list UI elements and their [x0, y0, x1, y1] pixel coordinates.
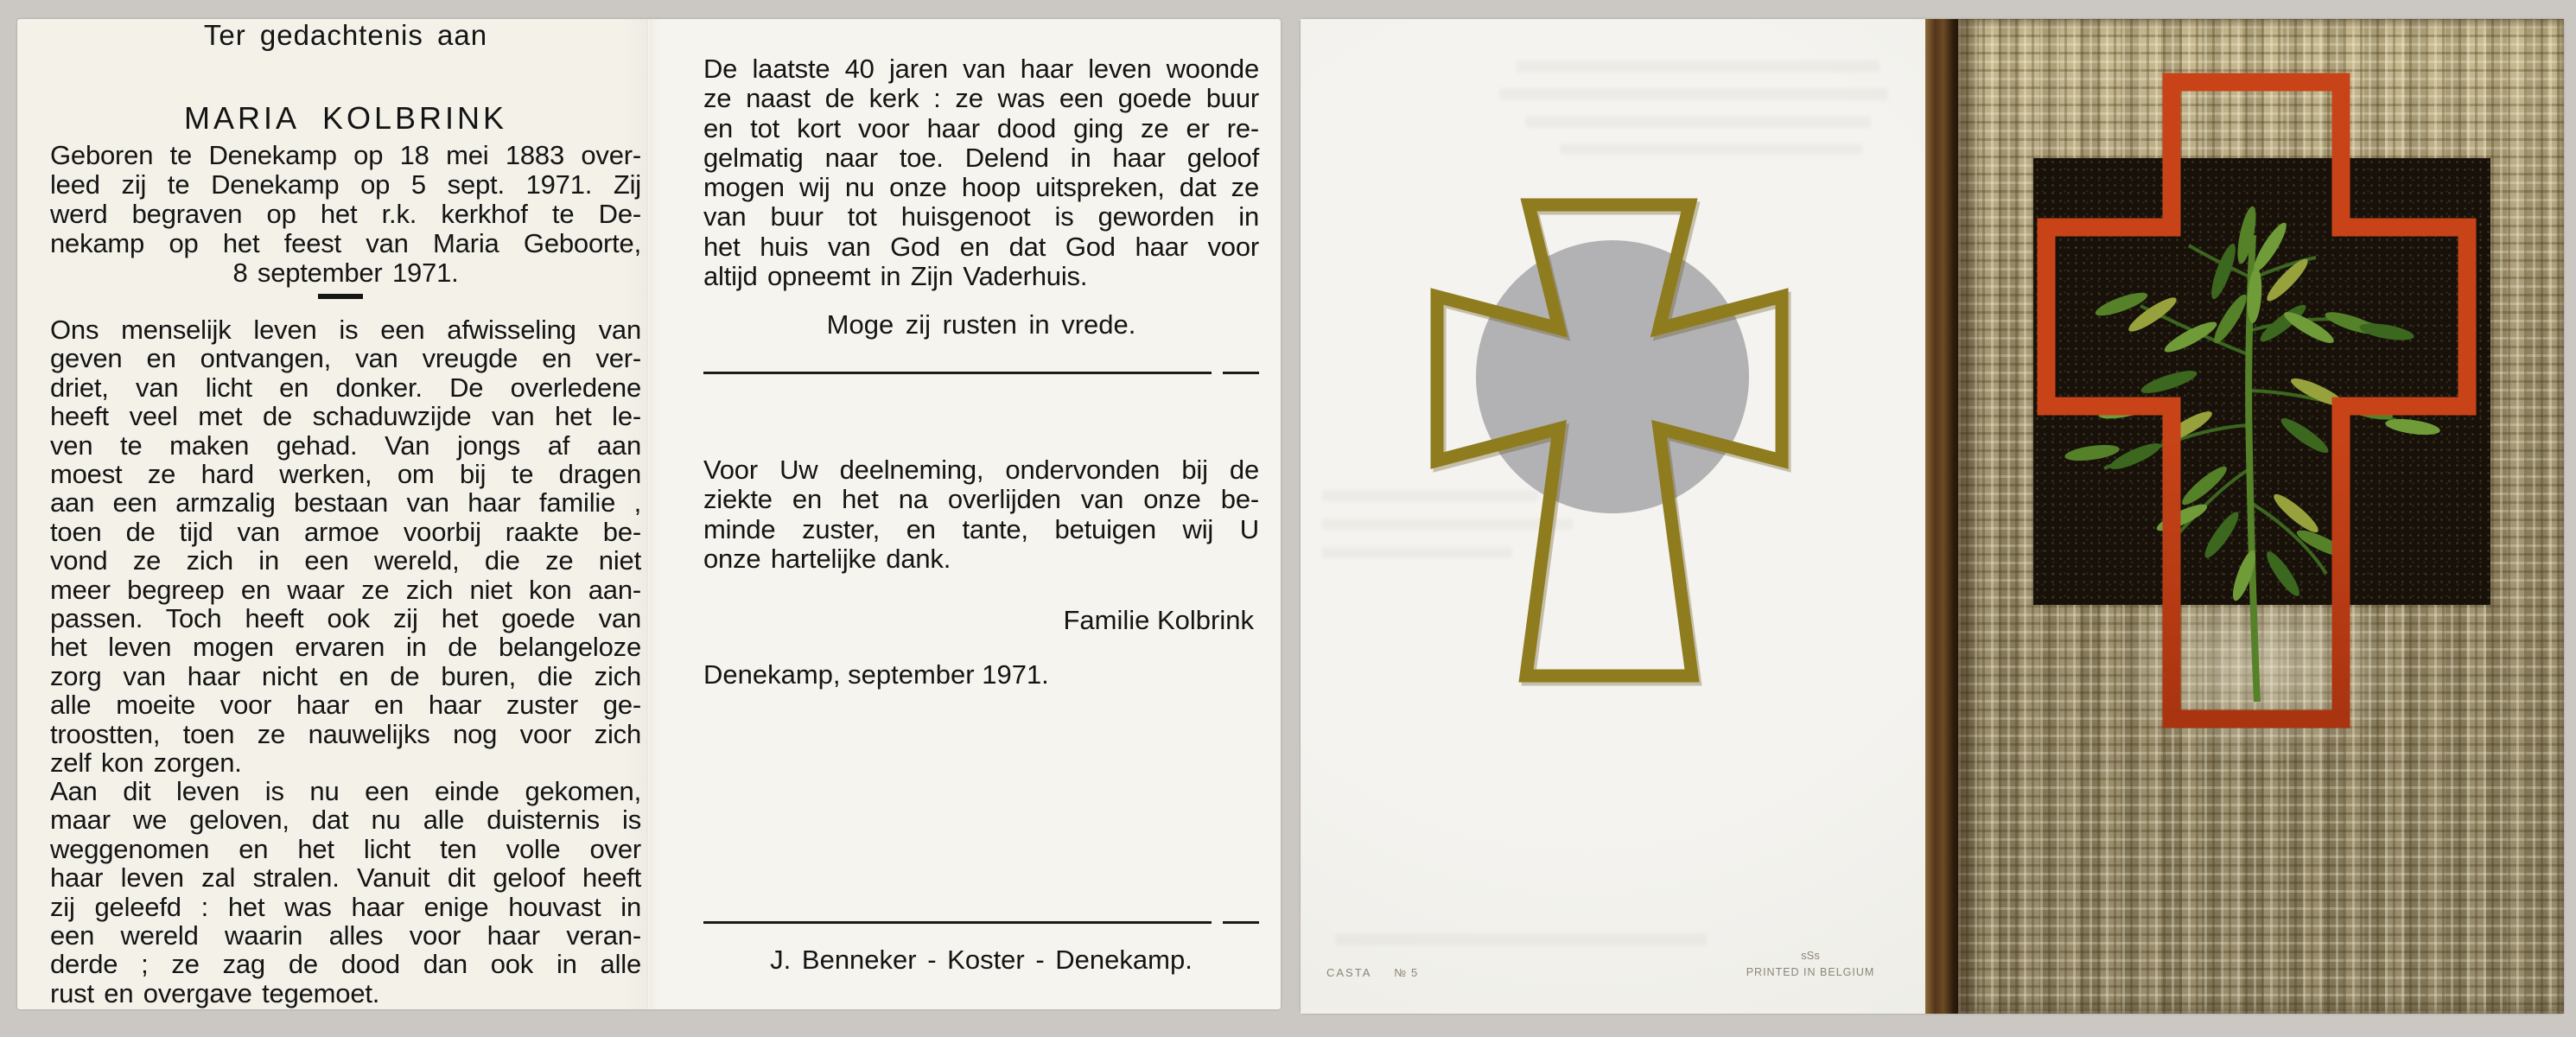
text-line: het huis van God en dat God haar voor — [703, 231, 1259, 262]
text-line: troostten, toen ze nauwelijks nog voor zich — [50, 718, 641, 749]
text-line: mogen wij nu onze hoop uitspreken, dat ze — [703, 172, 1259, 203]
family-signature: Familie Kolbrink — [1063, 605, 1254, 635]
printed-in-belgium-line: PRINTED IN BELGIUM — [1746, 966, 1875, 978]
place-date-line: Denekamp, september 1971. — [703, 659, 1049, 690]
text-line: Aan dit leven is nu een einde gekomen, — [50, 776, 641, 806]
text-line: het leven mogen ervaren in de belangeloze — [50, 632, 641, 663]
text-line: nekamp op het feest van Maria Geboorte, — [50, 228, 641, 258]
text-line: aan een armzalig bestaan van haar familie , — [50, 487, 641, 518]
text-line: driet, van licht en donker. De overledene — [50, 372, 641, 403]
heading-ter-gedachtenis: Ter gedachtenis aan — [203, 19, 488, 51]
paragraph-life-2 — [50, 777, 641, 1008]
text-line: rust en overgave tegemoet. — [50, 977, 380, 1008]
text-line: maar we geloven, dat nu alle duisternis is — [50, 805, 641, 836]
text-line: een wereld waarin alles voor haar veran- — [50, 920, 641, 951]
text-line: ven te maken gehad. Van jongs af aan — [50, 429, 641, 461]
text-line: Ons menselijk leven is een afwisseling van — [50, 315, 641, 345]
text-line: leed zij te Denekamp op 5 sept. 1971. Zij — [50, 169, 641, 200]
text-line: en tot kort voor haar dood ging ze er re- — [703, 112, 1259, 143]
text-line: zorg van haar nicht en de buren, die zich — [50, 660, 641, 691]
text-line: weggenomen en het licht ten volle over — [50, 833, 641, 864]
text-line: 8 september 1971. — [232, 258, 459, 288]
text-line: werd begraven op het r.k. kerkhof te De- — [50, 199, 641, 229]
text-line: passen. Toch heeft ook zij het goede van — [50, 603, 641, 634]
undertaker-line: J. Benneker - Koster - Denekamp. — [770, 945, 1193, 975]
publisher-name: CASTA — [1326, 966, 1372, 979]
text-line: geven en ontvangen, van vreugde en ver- — [50, 343, 641, 374]
card-fold-crease — [646, 19, 652, 1009]
text-line: alle moeite voor haar en haar zuster ge- — [50, 690, 641, 721]
text-line: haar leven zal stralen. Vanuit dit geloof heeft — [50, 862, 641, 894]
rule-short-segment — [1223, 921, 1259, 924]
text-line: gelmatig naar toe. Delend in haar geloof — [703, 142, 1259, 173]
series-number: № 5 — [1394, 966, 1419, 979]
text-line: zelf kon zorgen. — [50, 748, 242, 779]
rule-long-segment — [703, 921, 1212, 924]
printer-monogram: sSs — [1801, 949, 1820, 962]
paragraph-life-1 — [50, 315, 641, 778]
heading-deceased-name: MARIA KOLBRINK — [183, 100, 508, 136]
text-line: ze naast de kerk : ze was een goede buur — [703, 83, 1259, 114]
text-line: Geboren te Denekamp op 18 mei 1883 over- — [50, 140, 641, 170]
memorial-page-right — [703, 19, 1259, 1009]
memorial-card-image-side — [1301, 19, 2564, 1014]
section-divider — [318, 294, 363, 299]
text-line: vond ze zich in een wereld, die ze niet — [50, 545, 641, 576]
paragraph-birth-death — [50, 141, 641, 288]
text-line: zij geleefd : het was haar enige houvast in — [50, 891, 641, 922]
rule-short-segment — [1223, 372, 1259, 374]
paragraph-church — [703, 54, 1259, 291]
paragraph-thanks — [703, 455, 1259, 574]
rule-long-segment — [703, 372, 1212, 374]
text-line: altijd opneemt in Zijn Vaderhuis. — [703, 261, 1088, 292]
text-line: ziekte en het na overlijden van onze be- — [703, 484, 1259, 515]
text-line: meer begreep en waar ze zich niet kon aan- — [50, 574, 641, 605]
text-line: De laatste 40 jaren van haar leven woonde — [703, 54, 1259, 84]
horizontal-rule-bottom — [703, 921, 1259, 924]
memorial-card-text-side — [17, 19, 1281, 1009]
text-line: Voor Uw deelneming, ondervonden bij de — [703, 455, 1259, 485]
horizontal-rule-top — [703, 372, 1259, 374]
red-cross-artwork — [1301, 19, 2564, 1014]
text-line: moest ze hard werken, om bij te dragen — [50, 459, 641, 490]
text-line: van buur tot huisgenoot is geworden in — [703, 201, 1259, 232]
rest-in-peace-line: Moge zij rusten in vrede. — [826, 309, 1136, 340]
text-line: derde ; ze zag de dood dan ook in alle — [50, 949, 641, 980]
text-line: toen de tijd van armoe voorbij raakte be- — [50, 516, 641, 547]
memorial-page-left — [50, 19, 641, 1009]
text-line: minde zuster, en tante, betuigen wij U — [703, 513, 1259, 544]
text-line: heeft veel met de schaduwzijde van het le- — [50, 401, 641, 432]
text-line: onze hartelijke dank. — [703, 543, 951, 574]
red-cross-outline — [2046, 82, 2467, 719]
